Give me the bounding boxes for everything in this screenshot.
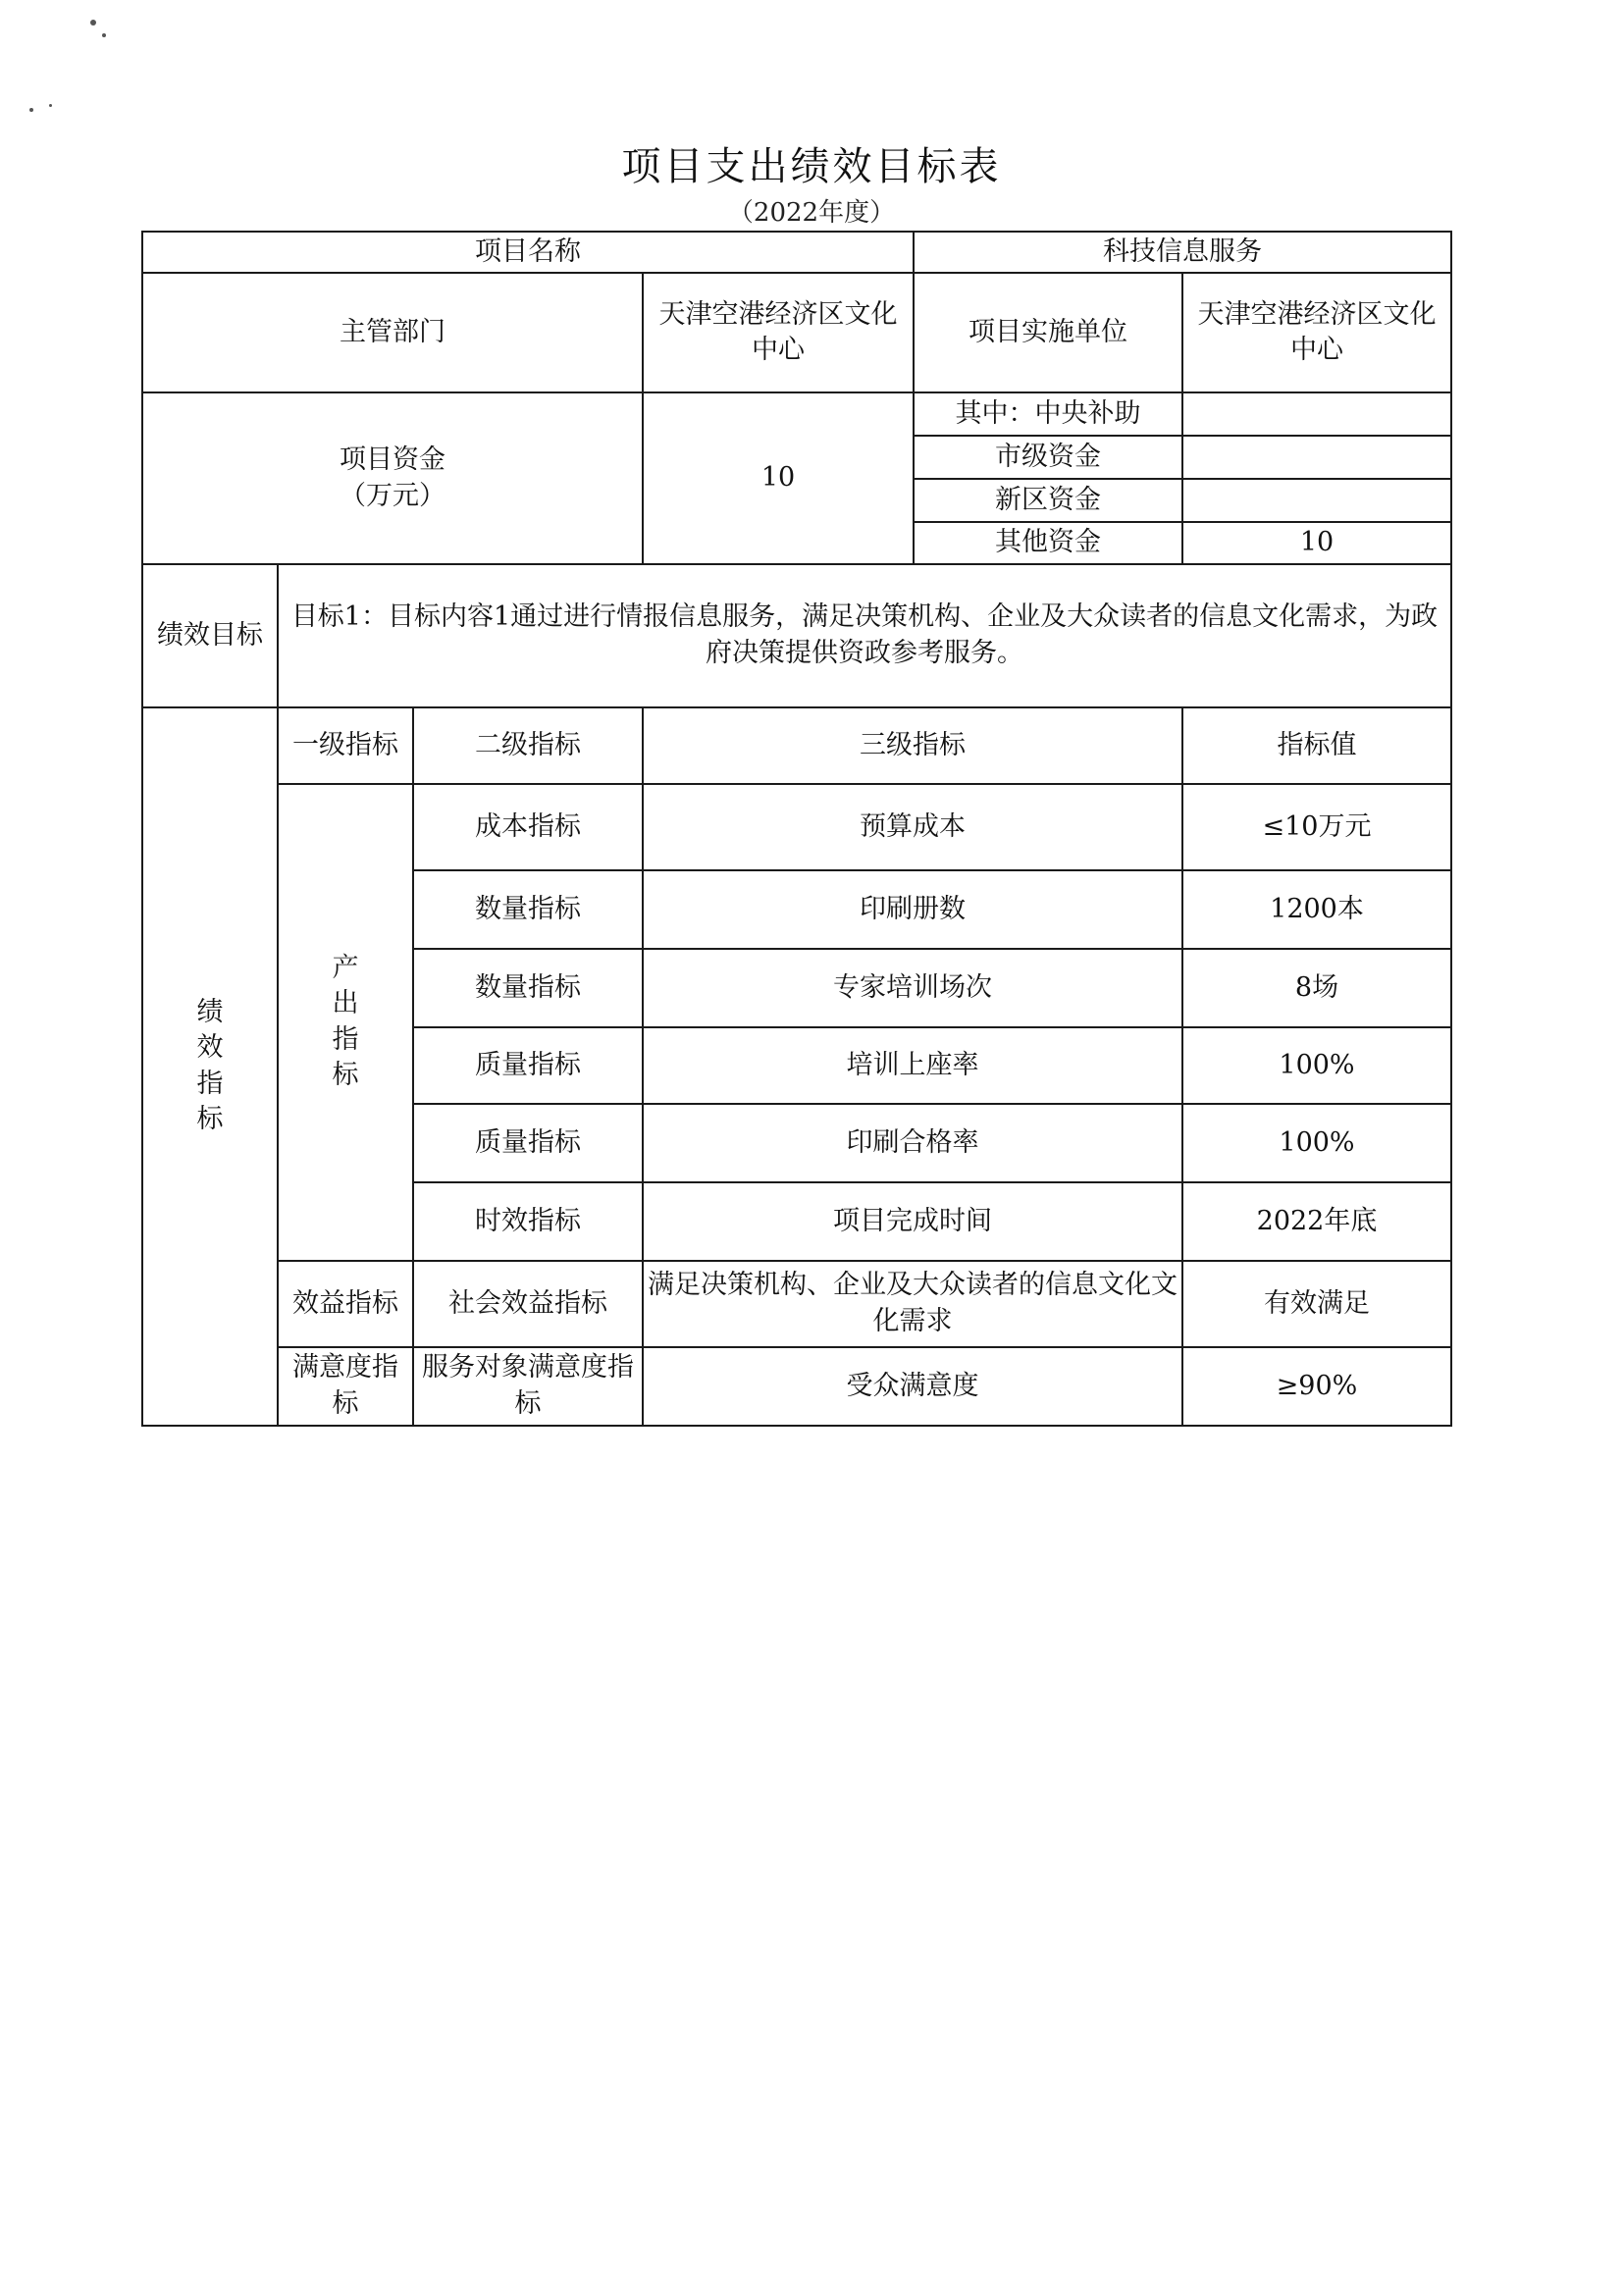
- funds-label-line1: 项目资金: [340, 444, 445, 476]
- indicators-section-char: 绩: [196, 997, 224, 1027]
- indicators-section-char: 标: [196, 1104, 224, 1135]
- goal-text: 目标1：目标内容1通过进行情报信息服务，满足决策机构、企业及大众读者的信息文化需求，为政府决策提供资政参考服务。: [278, 564, 1451, 707]
- level3-cell: 印刷合格率: [643, 1104, 1182, 1182]
- level3-cell: 项目完成时间: [643, 1182, 1182, 1261]
- table-row: [142, 784, 1451, 870]
- satisfaction-level3: 受众满意度: [643, 1347, 1182, 1426]
- value-cell: 100%: [1182, 1104, 1451, 1182]
- project-name-value: 科技信息服务: [914, 232, 1451, 273]
- funds-row-value: [1182, 392, 1451, 436]
- value-cell: 100%: [1182, 1027, 1451, 1104]
- table-row: [142, 1347, 1451, 1426]
- scan-speck: [102, 33, 106, 37]
- level2-cell: 数量指标: [413, 870, 643, 949]
- satisfaction-level1: 满意度指标: [278, 1347, 413, 1426]
- funds-row-label: 其中：中央补助: [914, 392, 1182, 436]
- value-cell: ≤10万元: [1182, 784, 1451, 870]
- level3-cell: 专家培训场次: [643, 949, 1182, 1027]
- value-cell: 1200本: [1182, 870, 1451, 949]
- value-cell: 2022年底: [1182, 1182, 1451, 1261]
- level2-cell: 质量指标: [413, 1027, 643, 1104]
- benefit-value: 有效满足: [1182, 1261, 1451, 1347]
- output-label-char: 标: [332, 1060, 359, 1091]
- header-value: 指标值: [1182, 707, 1451, 784]
- dept-label: 主管部门: [142, 273, 643, 392]
- funds-row-label: 其他资金: [914, 522, 1182, 563]
- header-level1: 一级指标: [278, 707, 413, 784]
- output-label-char: 出: [332, 988, 359, 1019]
- table-row: [142, 1261, 1451, 1347]
- level2-cell: 成本指标: [413, 784, 643, 870]
- satisfaction-level2: 服务对象满意度指标: [413, 1347, 643, 1426]
- funds-row-label: 新区资金: [914, 479, 1182, 522]
- header-level2: 二级指标: [413, 707, 643, 784]
- output-label-char: 产: [332, 953, 359, 983]
- unit-label: 项目实施单位: [914, 273, 1182, 392]
- funds-label: [142, 392, 643, 563]
- page-subtitle: （2022年度）: [727, 198, 896, 228]
- dept-value: 天津空港经济区文化中心: [643, 273, 914, 392]
- funds-row-label: 市级资金: [914, 436, 1182, 479]
- output-label-char: 指: [332, 1023, 359, 1055]
- performance-target-table: [141, 231, 1452, 1427]
- project-name-label: 项目名称: [142, 232, 914, 273]
- indicators-section-label: [142, 707, 278, 1426]
- funds-total: 10: [643, 392, 914, 563]
- benefit-level2: 社会效益指标: [413, 1261, 643, 1347]
- level3-cell: 预算成本: [643, 784, 1182, 870]
- indicators-section-char: 指: [196, 1068, 224, 1099]
- value-cell: 8场: [1182, 949, 1451, 1027]
- scan-speck: [90, 20, 96, 26]
- indicators-section-char: 效: [196, 1032, 224, 1064]
- level2-cell: 时效指标: [413, 1182, 643, 1261]
- page-title: 项目支出绩效目标表: [621, 144, 1002, 189]
- funds-row-value: [1182, 436, 1451, 479]
- funds-label-line2: （万元）: [340, 480, 445, 511]
- scan-speck: [49, 104, 52, 107]
- unit-value: 天津空港经济区文化中心: [1182, 273, 1451, 392]
- header-level3: 三级指标: [643, 707, 1182, 784]
- funds-row-value: [1182, 479, 1451, 522]
- level3-cell: 培训上座率: [643, 1027, 1182, 1104]
- benefit-level1: 效益指标: [278, 1261, 413, 1347]
- satisfaction-value: ≥90%: [1182, 1347, 1451, 1426]
- level2-cell: 数量指标: [413, 949, 643, 1027]
- scan-speck: [29, 108, 33, 112]
- funds-row-value: 10: [1182, 522, 1451, 563]
- output-indicator-label: [278, 784, 413, 1261]
- benefit-level3: 满足决策机构、企业及大众读者的信息文化文化需求: [643, 1261, 1182, 1347]
- level2-cell: 质量指标: [413, 1104, 643, 1182]
- goal-label: 绩效目标: [142, 564, 278, 707]
- level3-cell: 印刷册数: [643, 870, 1182, 949]
